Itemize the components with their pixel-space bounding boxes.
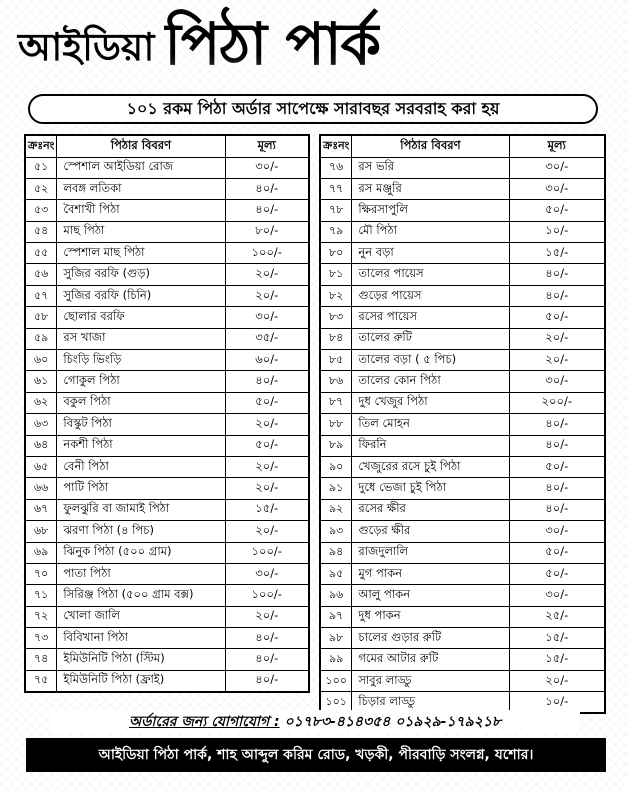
item-number: ৯৯ <box>320 649 352 670</box>
item-number: ৫৫ <box>25 243 57 264</box>
item-name: খেজুরের রসে চুই পিঠা <box>352 456 509 477</box>
item-number: ৬৬ <box>25 478 57 499</box>
table-row <box>320 521 605 542</box>
table-row <box>320 178 605 199</box>
item-number: ৮৬ <box>320 371 352 392</box>
item-price: ২০/- <box>225 285 309 306</box>
item-number: ৫৭ <box>25 285 57 306</box>
item-name: তালের পায়েস <box>352 264 509 285</box>
table-row <box>320 585 605 606</box>
item-name: ফুলঝুরি বা জামাই পিঠা <box>57 499 225 520</box>
table-row <box>25 585 309 606</box>
item-name: চিড়ার লাড্ডু <box>352 692 509 713</box>
item-name: পাটি পিঠা <box>57 478 225 499</box>
item-name: তালের রুটি <box>352 328 509 349</box>
item-number: ১০০ <box>320 670 352 691</box>
item-price: ২০/- <box>225 478 309 499</box>
table-body-left <box>25 157 309 692</box>
item-price: ৮০/- <box>225 221 309 242</box>
item-name: মুগ পাকন <box>352 563 509 584</box>
item-number: ৯৬ <box>320 585 352 606</box>
brand-name-right: পিঠা পার্ক <box>164 0 380 97</box>
item-name: স্পেশাল আইডিয়া রোজ <box>57 157 225 178</box>
item-number: ৮২ <box>320 285 352 306</box>
item-number: ৭৫ <box>25 670 57 691</box>
item-number: ৫৪ <box>25 221 57 242</box>
item-name: তালের বড়া ( ৫ পিচ) <box>352 350 509 371</box>
item-price: ২০/- <box>225 521 309 542</box>
item-price: ৪০/- <box>509 499 605 520</box>
item-name: ঝিনুক পিঠা (৫০০ গ্রাম) <box>57 542 225 563</box>
item-name: চিংড়ি ভিংড়ি <box>57 350 225 371</box>
item-price: ৫০/- <box>225 392 309 413</box>
item-name: নুন বড়া <box>352 243 509 264</box>
item-number: ৮৮ <box>320 414 352 435</box>
table-row <box>25 328 309 349</box>
contact-line <box>50 710 580 734</box>
table-row <box>25 478 309 499</box>
item-price: ১৫/- <box>509 649 605 670</box>
item-name: ফিরনি <box>352 435 509 456</box>
price-table-right <box>319 134 606 714</box>
table-row <box>25 563 309 584</box>
item-name: সুজির বরফি (গুড়) <box>57 264 225 285</box>
item-name: লবঙ্গ লতিকা <box>57 178 225 199</box>
item-name: বিবিখানা পিঠা <box>57 628 225 649</box>
item-price: ৩০/- <box>225 563 309 584</box>
item-number: ৫১ <box>25 157 57 178</box>
table-row <box>320 371 605 392</box>
table-row <box>25 542 309 563</box>
item-name: গুড়ের পায়েস <box>352 285 509 306</box>
item-name: সুজির বরফি (চিনি) <box>57 285 225 306</box>
item-number: ৮৫ <box>320 350 352 371</box>
item-price: ১৫/- <box>225 499 309 520</box>
brand-name-left: আইডিয়া <box>18 24 155 69</box>
item-name: আলু পাকন <box>352 585 509 606</box>
item-name: বিস্কুট পিঠা <box>57 414 225 435</box>
table-row <box>320 157 605 178</box>
table-row <box>25 350 309 371</box>
item-price: ১০/- <box>509 221 605 242</box>
item-price: ৩০/- <box>509 157 605 178</box>
item-price: ৫০/- <box>509 563 605 584</box>
table-row <box>25 264 309 285</box>
item-number: ৯২ <box>320 499 352 520</box>
item-price: ৪০/- <box>509 478 605 499</box>
item-name: ঝরণা পিঠা (৪ পিচ) <box>57 521 225 542</box>
item-price: ৩০/- <box>225 307 309 328</box>
item-number: ৭৭ <box>320 178 352 199</box>
item-number: ৯৩ <box>320 521 352 542</box>
column-header-name: পিঠার বিবরণ <box>352 135 509 157</box>
item-number: ১০১ <box>320 692 352 713</box>
table-row <box>25 371 309 392</box>
item-name: ইমিউনিটি পিঠা (ফ্রাই) <box>57 670 225 691</box>
column-header-price: মূল্য <box>509 135 605 157</box>
item-price: ২০/- <box>225 414 309 435</box>
item-name: চালের গুড়ার রুটি <box>352 628 509 649</box>
item-price: ৪০/- <box>225 628 309 649</box>
item-price: ২৫/- <box>509 606 605 627</box>
item-name: দুধ খেজুর পিঠা <box>352 392 509 413</box>
item-number: ৭২ <box>25 606 57 627</box>
item-number: ৬৯ <box>25 542 57 563</box>
price-table-left <box>24 134 310 693</box>
item-number: ৭৪ <box>25 649 57 670</box>
item-name: দুধে ভেজা চুই পিঠা <box>352 478 509 499</box>
table-row <box>320 221 605 242</box>
table-row <box>25 649 309 670</box>
table-row <box>320 328 605 349</box>
item-price: ৪০/- <box>509 285 605 306</box>
item-name: সিরিঞ্জ পিঠা (৫০০ গ্রাম বক্স) <box>57 585 225 606</box>
table-row <box>320 606 605 627</box>
item-name: স্পেশাল মাছ পিঠা <box>57 243 225 264</box>
table-row <box>320 392 605 413</box>
item-price: ৪০/- <box>225 200 309 221</box>
item-number: ৯৭ <box>320 606 352 627</box>
table-row <box>25 178 309 199</box>
item-price: ৩০/- <box>225 157 309 178</box>
item-price: ২০০/- <box>509 392 605 413</box>
item-name: মাছ পিঠা <box>57 221 225 242</box>
tagline-banner: ১০১ রকম পিঠা অর্ডার সাপেক্ষে সারাবছর সরবরাহ করা হয় <box>28 94 598 124</box>
item-number: ৬৩ <box>25 414 57 435</box>
table-row <box>25 157 309 178</box>
item-name: বেনী পিঠা <box>57 456 225 477</box>
item-number: ৫৩ <box>25 200 57 221</box>
item-number: ৯৫ <box>320 563 352 584</box>
item-price: ৩৫/- <box>225 328 309 349</box>
table-row <box>320 264 605 285</box>
item-number: ৬১ <box>25 371 57 392</box>
item-price: ৩০/- <box>509 521 605 542</box>
item-number: ৮১ <box>320 264 352 285</box>
item-name: তালের কোন পিঠা <box>352 371 509 392</box>
table-row <box>25 243 309 264</box>
item-price: ৪০/- <box>225 649 309 670</box>
item-price: ২০/- <box>225 456 309 477</box>
item-name: গুড়ের ক্ষীর <box>352 521 509 542</box>
item-number: ৭৩ <box>25 628 57 649</box>
item-number: ৯১ <box>320 478 352 499</box>
item-number: ৫৮ <box>25 307 57 328</box>
column-header-no: ক্রঃনং <box>320 135 352 157</box>
item-name: ইমিউনিটি পিঠা (স্টিম) <box>57 649 225 670</box>
contact-label: অর্ডারের জন্য যোগাযোগ : <box>128 714 280 730</box>
item-name: ক্ষিরসাপুলি <box>352 200 509 221</box>
table-row <box>320 414 605 435</box>
item-name: রসের ক্ষীর <box>352 499 509 520</box>
table-row <box>25 606 309 627</box>
item-number: ৬২ <box>25 392 57 413</box>
table-row <box>320 285 605 306</box>
item-price: ৫০/- <box>509 542 605 563</box>
item-number: ৬৪ <box>25 435 57 456</box>
table-row <box>320 563 605 584</box>
item-name: খোলা জালি <box>57 606 225 627</box>
item-price: ২০/- <box>225 606 309 627</box>
item-price: ৪০/- <box>225 670 309 691</box>
item-price: ৬০/- <box>225 350 309 371</box>
table-body-right <box>320 157 605 713</box>
item-number: ৬৭ <box>25 499 57 520</box>
table-row <box>320 499 605 520</box>
header <box>18 8 610 88</box>
item-price: ২০/- <box>509 328 605 349</box>
item-number: ৬৫ <box>25 456 57 477</box>
item-name: রস মঞ্জুরি <box>352 178 509 199</box>
item-price: ৫০/- <box>509 307 605 328</box>
item-number: ৭৯ <box>320 221 352 242</box>
table-row <box>25 307 309 328</box>
table-row <box>25 435 309 456</box>
item-name: রস ভরি <box>352 157 509 178</box>
table-row <box>320 542 605 563</box>
item-number: ৬৮ <box>25 521 57 542</box>
column-header-price: মূল্য <box>225 135 309 157</box>
item-price: ১৫/- <box>509 243 605 264</box>
table-row <box>320 307 605 328</box>
item-number: ৭৬ <box>320 157 352 178</box>
table-row <box>320 456 605 477</box>
item-name: নকশী পিঠা <box>57 435 225 456</box>
table-row <box>25 392 309 413</box>
table-row <box>320 243 605 264</box>
item-number: ৭০ <box>25 563 57 584</box>
table-row <box>25 285 309 306</box>
item-price: ১০০/- <box>225 243 309 264</box>
item-number: ৯৪ <box>320 542 352 563</box>
item-name: মৌ পিঠা <box>352 221 509 242</box>
table-row <box>320 200 605 221</box>
item-price: ৫০/- <box>509 200 605 221</box>
item-number: ৮৩ <box>320 307 352 328</box>
item-name: বকুল পিঠা <box>57 392 225 413</box>
item-number: ৫৬ <box>25 264 57 285</box>
table-row <box>25 670 309 691</box>
item-name: বৈশাখী পিঠা <box>57 200 225 221</box>
table-row <box>320 478 605 499</box>
item-price: ১০০/- <box>225 585 309 606</box>
item-name: গমের আটার রুটি <box>352 649 509 670</box>
table-row <box>25 456 309 477</box>
item-price: ৪০/- <box>225 371 309 392</box>
item-name: রস খাজা <box>57 328 225 349</box>
table-row <box>25 521 309 542</box>
table-row <box>25 499 309 520</box>
item-price: ৪০/- <box>509 414 605 435</box>
item-number: ৯৮ <box>320 628 352 649</box>
item-name: দুধ পাকন <box>352 606 509 627</box>
item-name: রসের পায়েস <box>352 307 509 328</box>
item-name: ছোলার বরফি <box>57 307 225 328</box>
table-header-row <box>25 135 309 157</box>
column-header-name: পিঠার বিবরণ <box>57 135 225 157</box>
table-row <box>25 221 309 242</box>
item-price: ৩০/- <box>509 585 605 606</box>
item-number: ৬০ <box>25 350 57 371</box>
item-price: ৪০/- <box>225 178 309 199</box>
item-name: রাজদুলালি <box>352 542 509 563</box>
item-price: ৫০/- <box>225 435 309 456</box>
table-row <box>320 435 605 456</box>
table-row <box>25 628 309 649</box>
item-price: ৪০/- <box>509 435 605 456</box>
item-price: ১০/- <box>509 692 605 713</box>
table-row <box>320 350 605 371</box>
table-row <box>320 649 605 670</box>
item-price: ১০০/- <box>225 542 309 563</box>
item-price: ৩০/- <box>509 178 605 199</box>
item-name: গোকুল পিঠা <box>57 371 225 392</box>
item-price: ৪০/- <box>509 264 605 285</box>
item-price: ৩০/- <box>509 371 605 392</box>
item-number: ৮৪ <box>320 328 352 349</box>
item-number: ৫২ <box>25 178 57 199</box>
item-number: ৭১ <box>25 585 57 606</box>
item-price: ৫০/- <box>509 456 605 477</box>
item-number: ৯০ <box>320 456 352 477</box>
item-name: তিল মোহন <box>352 414 509 435</box>
table-row <box>320 670 605 691</box>
item-number: ৭৮ <box>320 200 352 221</box>
item-price: ২০/- <box>509 670 605 691</box>
table-header-row <box>320 135 605 157</box>
item-name: পাতা পিঠা <box>57 563 225 584</box>
footer-address: আইডিয়া পিঠা পার্ক, শাহ আব্দুল করিম রোড, খড়কী, পীরবাড়ি সংলগ্ন, যশোর। <box>26 738 606 772</box>
table-row <box>320 628 605 649</box>
table-row <box>25 200 309 221</box>
item-price: ১৫/- <box>509 628 605 649</box>
contact-phones: ০১৭৮৩-৪১৪৩৫৪ ০১৯২৯-১৭৯২১৮ <box>284 714 502 730</box>
table-row <box>25 414 309 435</box>
item-price: ২০/- <box>225 264 309 285</box>
item-number: ৮৭ <box>320 392 352 413</box>
column-header-no: ক্রঃনং <box>25 135 57 157</box>
item-number: ৮০ <box>320 243 352 264</box>
item-number: ৫৯ <box>25 328 57 349</box>
item-price: ২০/- <box>509 350 605 371</box>
item-number: ৮৯ <box>320 435 352 456</box>
item-name: সাবুর লাড্ডু <box>352 670 509 691</box>
